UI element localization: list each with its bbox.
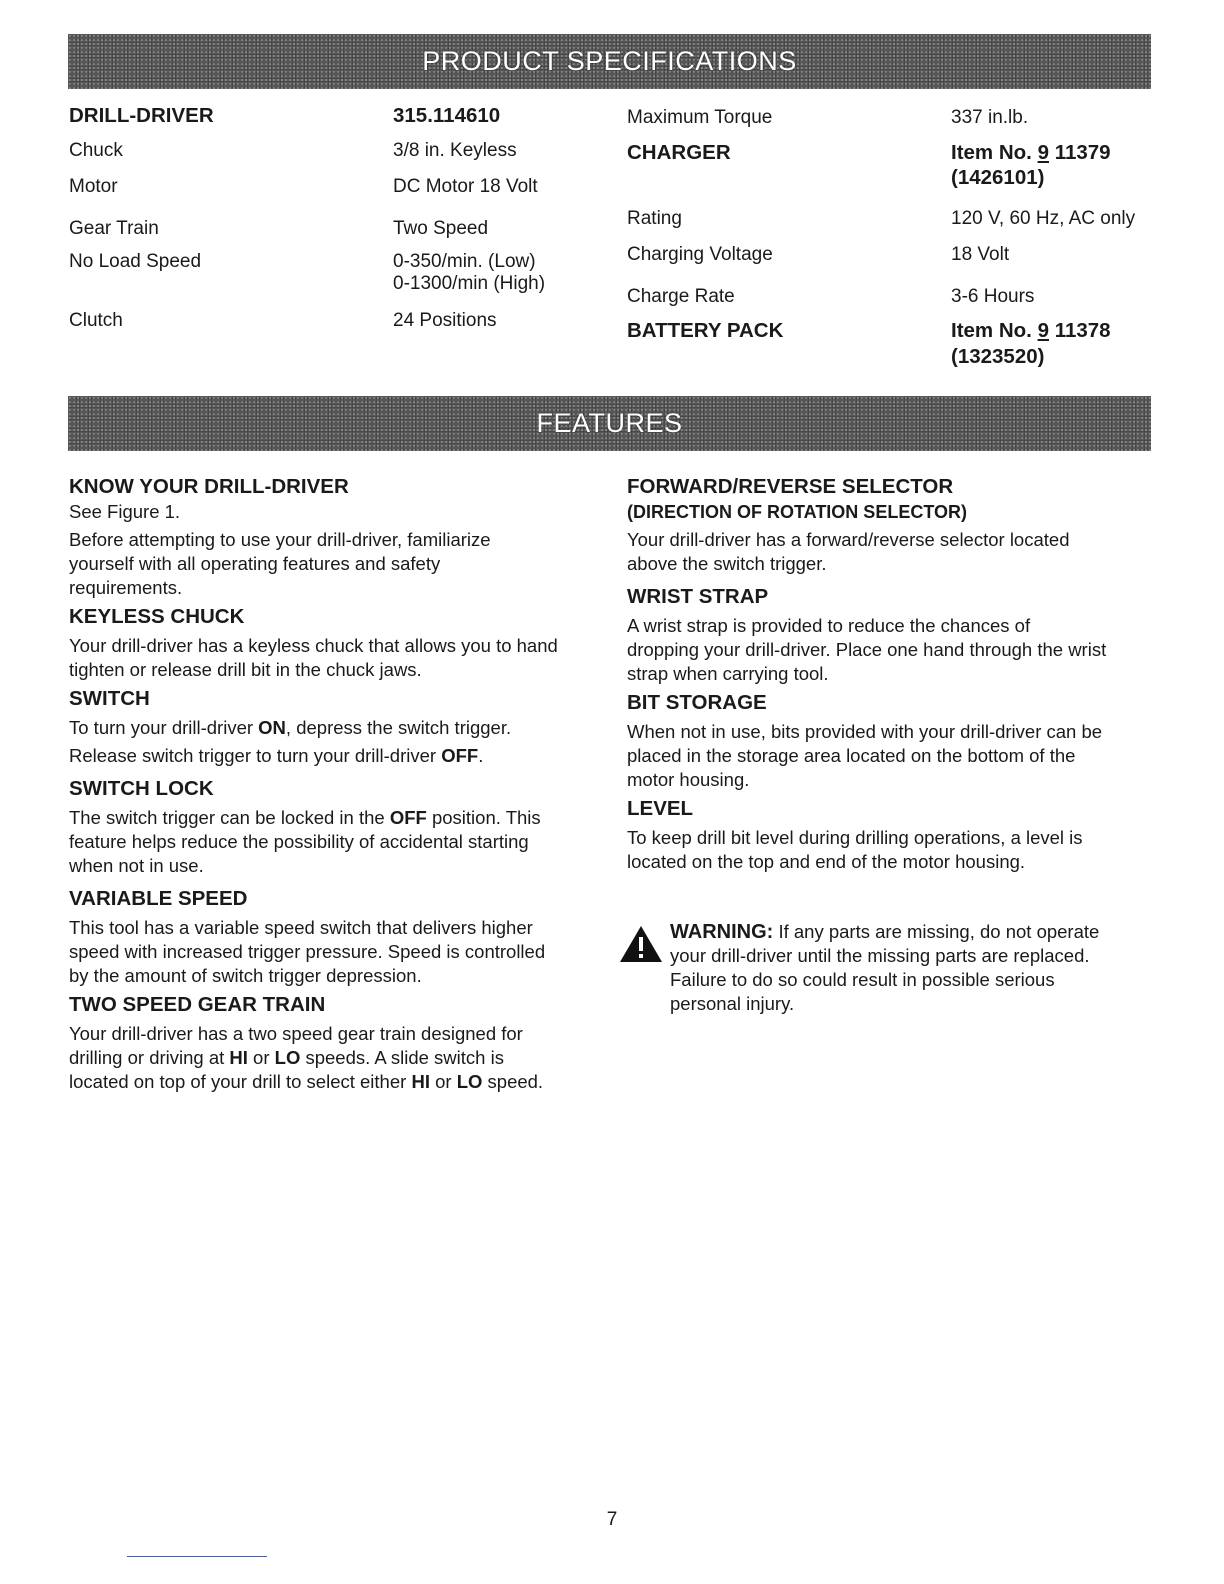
product-specifications-banner: [68, 34, 1151, 89]
charger-item-number: [951, 141, 1111, 164]
heading-variable-speed: VARIABLE SPEED: [69, 887, 248, 910]
lock-text-line-3: when not in use.: [69, 855, 204, 876]
spec-value-chuck: 3/8 in. Keyless: [393, 140, 517, 161]
heading-keyless-chuck: KEYLESS CHUCK: [69, 605, 245, 628]
features-banner: [68, 396, 1151, 451]
battery-item-prefix: Item No.: [951, 319, 1032, 342]
switch-text-line-1: To turn your drill-driver ON, depress the switch trigger.: [69, 717, 512, 738]
drill-model-number: 315.114610: [393, 104, 501, 127]
keyless-text-line-1: Your drill-driver has a keyless chuck that allows you to hand: [69, 635, 558, 656]
keyless-text-line-2: tighten or release drill bit in the chuck jaws.: [69, 659, 422, 680]
battery-item-num: 11378: [1054, 319, 1111, 342]
spec-value-no-load-speed-high: 0-1300/min (High): [393, 273, 546, 294]
gear-text-line-2: drilling or driving at HI or LO speeds. A slide switch is: [69, 1047, 504, 1068]
forward-text-line-2: above the switch trigger.: [627, 553, 827, 574]
spec-value-rating: 120 V, 60 Hz, AC only: [951, 208, 1136, 229]
features-right-column: [627, 474, 1157, 874]
bit-text-line-1: When not in use, bits provided with your drill-driver can be: [627, 721, 1103, 742]
wrist-text-line-3: strap when carrying tool.: [627, 663, 829, 684]
heading-bit-storage: BIT STORAGE: [627, 691, 767, 714]
wrist-text-line-2: dropping your drill-driver. Place one hand through the wrist: [627, 639, 1107, 660]
subheading-direction-of-rotation: (DIRECTION OF ROTATION SELECTOR): [627, 502, 967, 522]
level-text-line-1: To keep drill bit level during drilling operations, a level is: [627, 827, 1083, 848]
spec-label-gear-train: Gear Train: [69, 218, 159, 239]
know-text-line-1: Before attempting to use your drill-driver, familiarize: [69, 529, 491, 550]
wrist-text-line-1: A wrist strap is provided to reduce the chances of: [627, 615, 1031, 636]
warning-line-3: Failure to do so could result in possible serious: [670, 969, 1055, 990]
variable-text-line-3: by the amount of switch trigger depression.: [69, 965, 422, 986]
footer-divider: [127, 1556, 267, 1557]
warning-block: [615, 920, 1135, 1016]
gear-text-line-3: located on top of your drill to select either HI or LO speed.: [69, 1071, 544, 1092]
heading-know-your-drill: KNOW YOUR DRILL-DRIVER: [69, 475, 349, 498]
warning-text: [670, 920, 1135, 1016]
heading-switch-lock: SWITCH LOCK: [69, 777, 214, 800]
warning-triangle-icon: [618, 924, 664, 964]
forward-text-line-1: Your drill-driver has a forward/reverse selector located: [627, 529, 1070, 550]
know-text-line-2: yourself with all operating features and safety: [69, 553, 441, 574]
heading-forward-reverse-selector: FORWARD/REVERSE SELECTOR: [627, 475, 954, 498]
warning-line-2: your drill-driver until the missing parts are replaced.: [670, 945, 1090, 966]
drill-driver-title: DRILL-DRIVER: [69, 104, 214, 127]
bit-text-line-2: placed in the storage area located on the bottom of the: [627, 745, 1076, 766]
gear-text-line-1: Your drill-driver has a two speed gear train designed for: [69, 1023, 523, 1044]
variable-text-line-2: speed with increased trigger pressure. Speed is controlled: [69, 941, 546, 962]
lock-text-line-1: The switch trigger can be locked in the OFF position. This: [69, 807, 541, 828]
spec-value-charging-voltage: 18 Volt: [951, 244, 1010, 265]
level-text-line-2: located on the top and end of the motor housing.: [627, 851, 1026, 872]
battery-pack-title: BATTERY PACK: [627, 319, 784, 342]
features-title: FEATURES: [536, 408, 683, 438]
heading-two-speed-gear-train: TWO SPEED GEAR TRAIN: [69, 993, 326, 1016]
product-specifications-title: PRODUCT SPECIFICATIONS: [422, 46, 797, 76]
spec-value-no-load-speed-low: 0-350/min. (Low): [393, 251, 536, 272]
spec-label-clutch: Clutch: [69, 310, 123, 331]
battery-item-number: [951, 319, 1111, 342]
spec-value-gear-train: Two Speed: [393, 218, 489, 239]
know-see-figure: See Figure 1.: [69, 501, 181, 522]
warning-line-4: personal injury.: [670, 993, 795, 1014]
charger-item-code: (1426101): [951, 166, 1045, 189]
spec-value-charge-rate: 3-6 Hours: [951, 286, 1035, 307]
know-text-line-3: requirements.: [69, 577, 183, 598]
charger-item-num: 11379: [1054, 141, 1111, 164]
bit-text-line-3: motor housing.: [627, 769, 750, 790]
warning-line-1: If any parts are missing, do not operate: [773, 921, 1100, 942]
spec-label-charging-voltage: Charging Voltage: [627, 244, 773, 265]
switch-text-line-2: Release switch trigger to turn your drill-driver OFF.: [69, 745, 484, 766]
battery-item-code: (1323520): [951, 345, 1045, 368]
spec-label-chuck: Chuck: [69, 140, 123, 161]
features-left-column: [69, 474, 599, 1094]
heading-switch: SWITCH: [69, 687, 150, 710]
spec-label-motor: Motor: [69, 176, 118, 197]
spec-value-maximum-torque: 337 in.lb.: [951, 107, 1029, 128]
spec-label-rating: Rating: [627, 208, 682, 229]
charger-title: CHARGER: [627, 141, 731, 164]
page-number: 7: [606, 1509, 618, 1530]
heading-level: LEVEL: [627, 797, 694, 820]
charger-item-digit: 9: [1037, 141, 1049, 164]
warning-label: WARNING:: [670, 921, 774, 943]
battery-item-digit: 9: [1037, 319, 1049, 342]
spec-value-motor: DC Motor 18 Volt: [393, 176, 538, 197]
spec-label-maximum-torque: Maximum Torque: [627, 107, 773, 128]
spec-label-no-load-speed: No Load Speed: [69, 251, 202, 272]
spec-value-clutch: 24 Positions: [393, 310, 497, 331]
variable-text-line-1: This tool has a variable speed switch that delivers higher: [69, 917, 533, 938]
lock-text-line-2: feature helps reduce the possibility of accidental starting: [69, 831, 529, 852]
spec-label-charge-rate: Charge Rate: [627, 286, 735, 307]
charger-item-prefix: Item No.: [951, 141, 1032, 164]
heading-wrist-strap: WRIST STRAP: [627, 585, 769, 608]
